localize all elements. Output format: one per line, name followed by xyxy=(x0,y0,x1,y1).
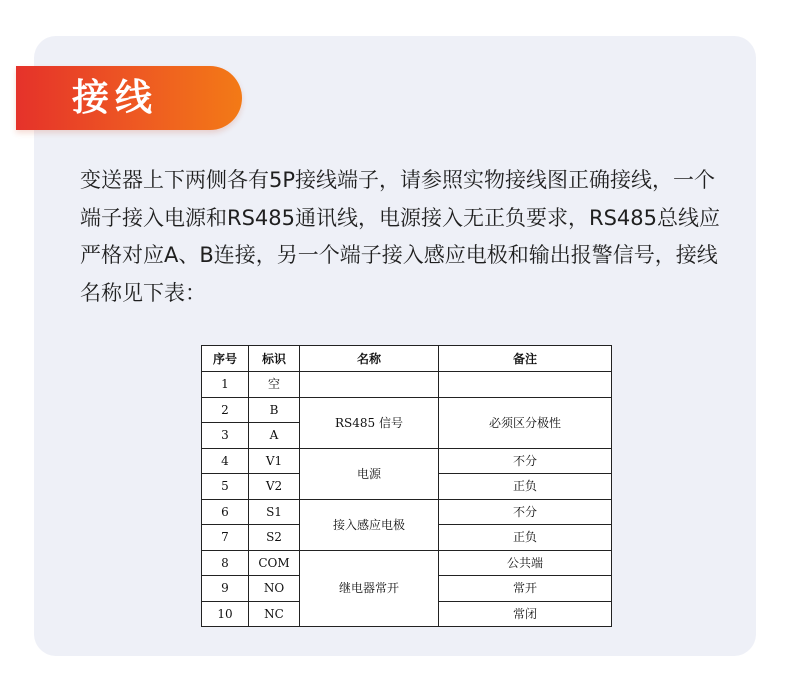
intro-paragraph: 变送器上下两侧各有5P接线端子，请参照实物接线图正确接线，一个端子接入电源和RS485通讯线，电源接入无正负要求，RS485总线应严格对应A、B连接，另一个端子接入感应电极和输出报警信号，接线名称见下表： xyxy=(80,168,721,305)
cell-id: V1 xyxy=(249,448,300,474)
cell-id: COM xyxy=(249,550,300,576)
cell-id: A xyxy=(249,423,300,449)
table-row xyxy=(202,448,612,474)
cell-note: 常闭 xyxy=(439,601,612,627)
cell-no: 8 xyxy=(202,550,249,576)
cell-note: 正负 xyxy=(439,525,612,551)
cell-name: 继电器常开 xyxy=(300,550,439,627)
header-id: 标识 xyxy=(249,346,300,372)
cell-name: RS485 信号 xyxy=(300,397,439,448)
cell-id: NC xyxy=(249,601,300,627)
cell-no: 3 xyxy=(202,423,249,449)
cell-no: 2 xyxy=(202,397,249,423)
cell-id: V2 xyxy=(249,474,300,500)
table-row xyxy=(202,499,612,525)
cell-id: NO xyxy=(249,576,300,602)
header-no: 序号 xyxy=(202,346,249,372)
wiring-table xyxy=(201,345,612,627)
cell-note: 公共端 xyxy=(439,550,612,576)
header-name: 名称 xyxy=(300,346,439,372)
table-row xyxy=(202,372,612,398)
table-header-row xyxy=(202,346,612,372)
cell-no: 1 xyxy=(202,372,249,398)
cell-id: B xyxy=(249,397,300,423)
cell-id: S2 xyxy=(249,525,300,551)
cell-name: 接入感应电极 xyxy=(300,499,439,550)
cell-no: 5 xyxy=(202,474,249,500)
cell-id: S1 xyxy=(249,499,300,525)
cell-note: 常开 xyxy=(439,576,612,602)
header-note: 备注 xyxy=(439,346,612,372)
cell-no: 9 xyxy=(202,576,249,602)
cell-name: 电源 xyxy=(300,448,439,499)
cell-note: 正负 xyxy=(439,474,612,500)
cell-note: 不分 xyxy=(439,448,612,474)
cell-note: 必须区分极性 xyxy=(439,397,612,448)
cell-no: 10 xyxy=(202,601,249,627)
table-row xyxy=(202,550,612,576)
cell-id: 空 xyxy=(249,372,300,398)
cell-name xyxy=(300,372,439,398)
cell-note xyxy=(439,372,612,398)
cell-no: 4 xyxy=(202,448,249,474)
section-title: 接线 xyxy=(72,76,158,119)
table-row xyxy=(202,397,612,423)
cell-note: 不分 xyxy=(439,499,612,525)
cell-no: 6 xyxy=(202,499,249,525)
cell-no: 7 xyxy=(202,525,249,551)
